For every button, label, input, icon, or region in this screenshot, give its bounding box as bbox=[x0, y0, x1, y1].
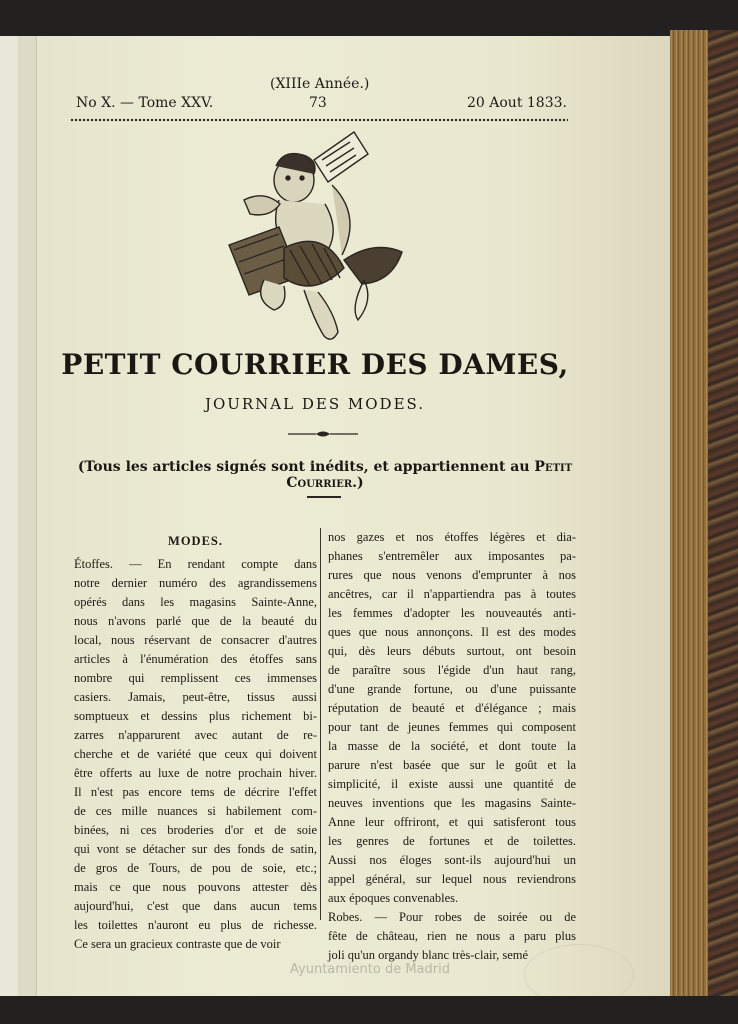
article-column-left bbox=[74, 532, 317, 954]
article-line: Ce sera un gracieux contraste que de voir bbox=[74, 937, 281, 951]
cherub-vignette-illustration bbox=[224, 130, 408, 346]
watermark-text: Ayuntamiento de Madrid bbox=[290, 962, 450, 977]
article-column-right bbox=[328, 528, 576, 965]
article-line: les femmes d'adopter les nouveautés anti- bbox=[328, 606, 576, 620]
article-line: aujourd'hui, c'est que dans aucun tems bbox=[74, 899, 317, 913]
article-line: être offerts au luxe de notre prochain hiver. bbox=[74, 766, 317, 780]
article-line: nos gazes et nos étoffes légères et dia- bbox=[328, 530, 576, 544]
column-divider bbox=[320, 528, 321, 920]
article-line: opérés dans les magasins Sainte-Anne, bbox=[74, 595, 317, 609]
header-date: 20 Aout 1833. bbox=[467, 95, 567, 111]
article-line: aux époques convenables. bbox=[328, 891, 459, 905]
article-line: qui vont se détacher sur des fonds de satin, bbox=[74, 842, 317, 856]
article-line: nombre qui remplissent ces immenses bbox=[74, 671, 317, 685]
article-line: Il n'est pas encore tems de décrire l'effet bbox=[74, 785, 317, 799]
short-divider bbox=[307, 496, 341, 498]
article-line: qui, dès leurs débuts surtout, ont besoin bbox=[328, 644, 576, 658]
left-page-edge bbox=[18, 36, 37, 996]
article-line: articles à l'énumération des étoffes sans bbox=[74, 652, 317, 666]
article-line: de gros de Tours, de pou de soie, etc.; bbox=[74, 861, 317, 875]
article-line: réputation de beauté et d'élégance ; mais bbox=[328, 701, 576, 715]
scanner-top-band bbox=[0, 0, 738, 36]
article-line: appel général, sur lequel nous reviendrons bbox=[328, 872, 576, 886]
article-line: phanes s'entremêler aux imposantes pa- bbox=[328, 549, 576, 563]
article-line: Robes. — Pour robes de soirée ou de bbox=[328, 910, 576, 924]
journal-title: PETIT COURRIER DES DAMES, bbox=[61, 348, 569, 381]
article-line: binées, ni ces broderies d'or et de soie bbox=[74, 823, 317, 837]
article-heading: MODES. bbox=[168, 534, 223, 548]
article-line: parure n'est basée que sur le goût et la bbox=[328, 758, 576, 772]
header-page-number: 73 bbox=[309, 95, 327, 111]
article-line: les toilettes n'auront eu plus de richesse. bbox=[74, 918, 317, 932]
article-line: local, nous réservant de consacrer d'autres bbox=[74, 633, 317, 647]
left-margin-strip bbox=[0, 36, 18, 996]
rights-notice-brand: Petit Courrier bbox=[286, 459, 573, 491]
article-line: Anne leur offriront, et qui satisferont tous bbox=[328, 815, 576, 829]
article-line: simplicité, il existe aussi une quantité de bbox=[328, 777, 576, 791]
header-dotted-rule bbox=[70, 117, 568, 123]
article-line: de paraître sous l'égide d'un haut rang, bbox=[328, 663, 576, 677]
article-line: Étoffes. — En rendant compte dans bbox=[74, 557, 317, 571]
article-line: de ces mille nuances si habilement com- bbox=[74, 804, 317, 818]
article-line: pour tant de jeunes femmes qui composent bbox=[328, 720, 576, 734]
header-issue: No X. — Tome XXV. bbox=[76, 95, 214, 111]
article-line: joli qu'un organdy blanc très-clair, semé bbox=[328, 948, 529, 962]
scanner-bottom-band bbox=[0, 996, 738, 1024]
article-line: ancêtres, car il n'appartiendra pas à toutes bbox=[328, 587, 576, 601]
article-line: neuves inventions que les magasins Sainte- bbox=[328, 796, 576, 810]
book-fore-edge bbox=[670, 30, 710, 996]
marbled-cover-edge bbox=[708, 30, 738, 996]
article-line: mais ce que nous pouvons attester dès bbox=[74, 880, 317, 894]
article-line: les genres de fortunes et de toilettes. bbox=[328, 834, 576, 848]
rights-notice bbox=[70, 459, 580, 491]
rights-notice-suffix: .) bbox=[352, 475, 364, 491]
article-line: la masse de la société, et dont toute la bbox=[328, 739, 576, 753]
article-line: d'une grande fortune, ou d'une puissante bbox=[328, 682, 576, 696]
article-line: zarres n'apparurent avec autant de re- bbox=[74, 728, 317, 742]
article-line: nous n'avons parlé que de la beauté du bbox=[74, 614, 317, 628]
title-ornament-divider bbox=[288, 429, 358, 439]
article-line: somptueux et dessins plus richement bi- bbox=[74, 709, 317, 723]
article-line: casiers. Jamais, peut-être, tissus aussi bbox=[74, 690, 317, 704]
article-line: notre dernier numéro des agrandissemens bbox=[74, 576, 317, 590]
rights-notice-prefix: (Tous les articles signés sont inédits, et appartiennent au bbox=[77, 459, 535, 475]
journal-subtitle: JOURNAL DES MODES. bbox=[204, 395, 426, 413]
article-line: fête de château, rien ne nous a paru plus bbox=[328, 929, 576, 943]
article-line: Aussi nos éloges sont-ils aujourd'hui un bbox=[328, 853, 576, 867]
article-line: rures que nous venons d'emprunter à nos bbox=[328, 568, 576, 582]
header-year: (XIIIe Année.) bbox=[270, 76, 370, 92]
article-line: ques que nous annonçons. Il est des modes bbox=[328, 625, 576, 639]
article-line: cherche et de variété que ceux qui doivent bbox=[74, 747, 317, 761]
